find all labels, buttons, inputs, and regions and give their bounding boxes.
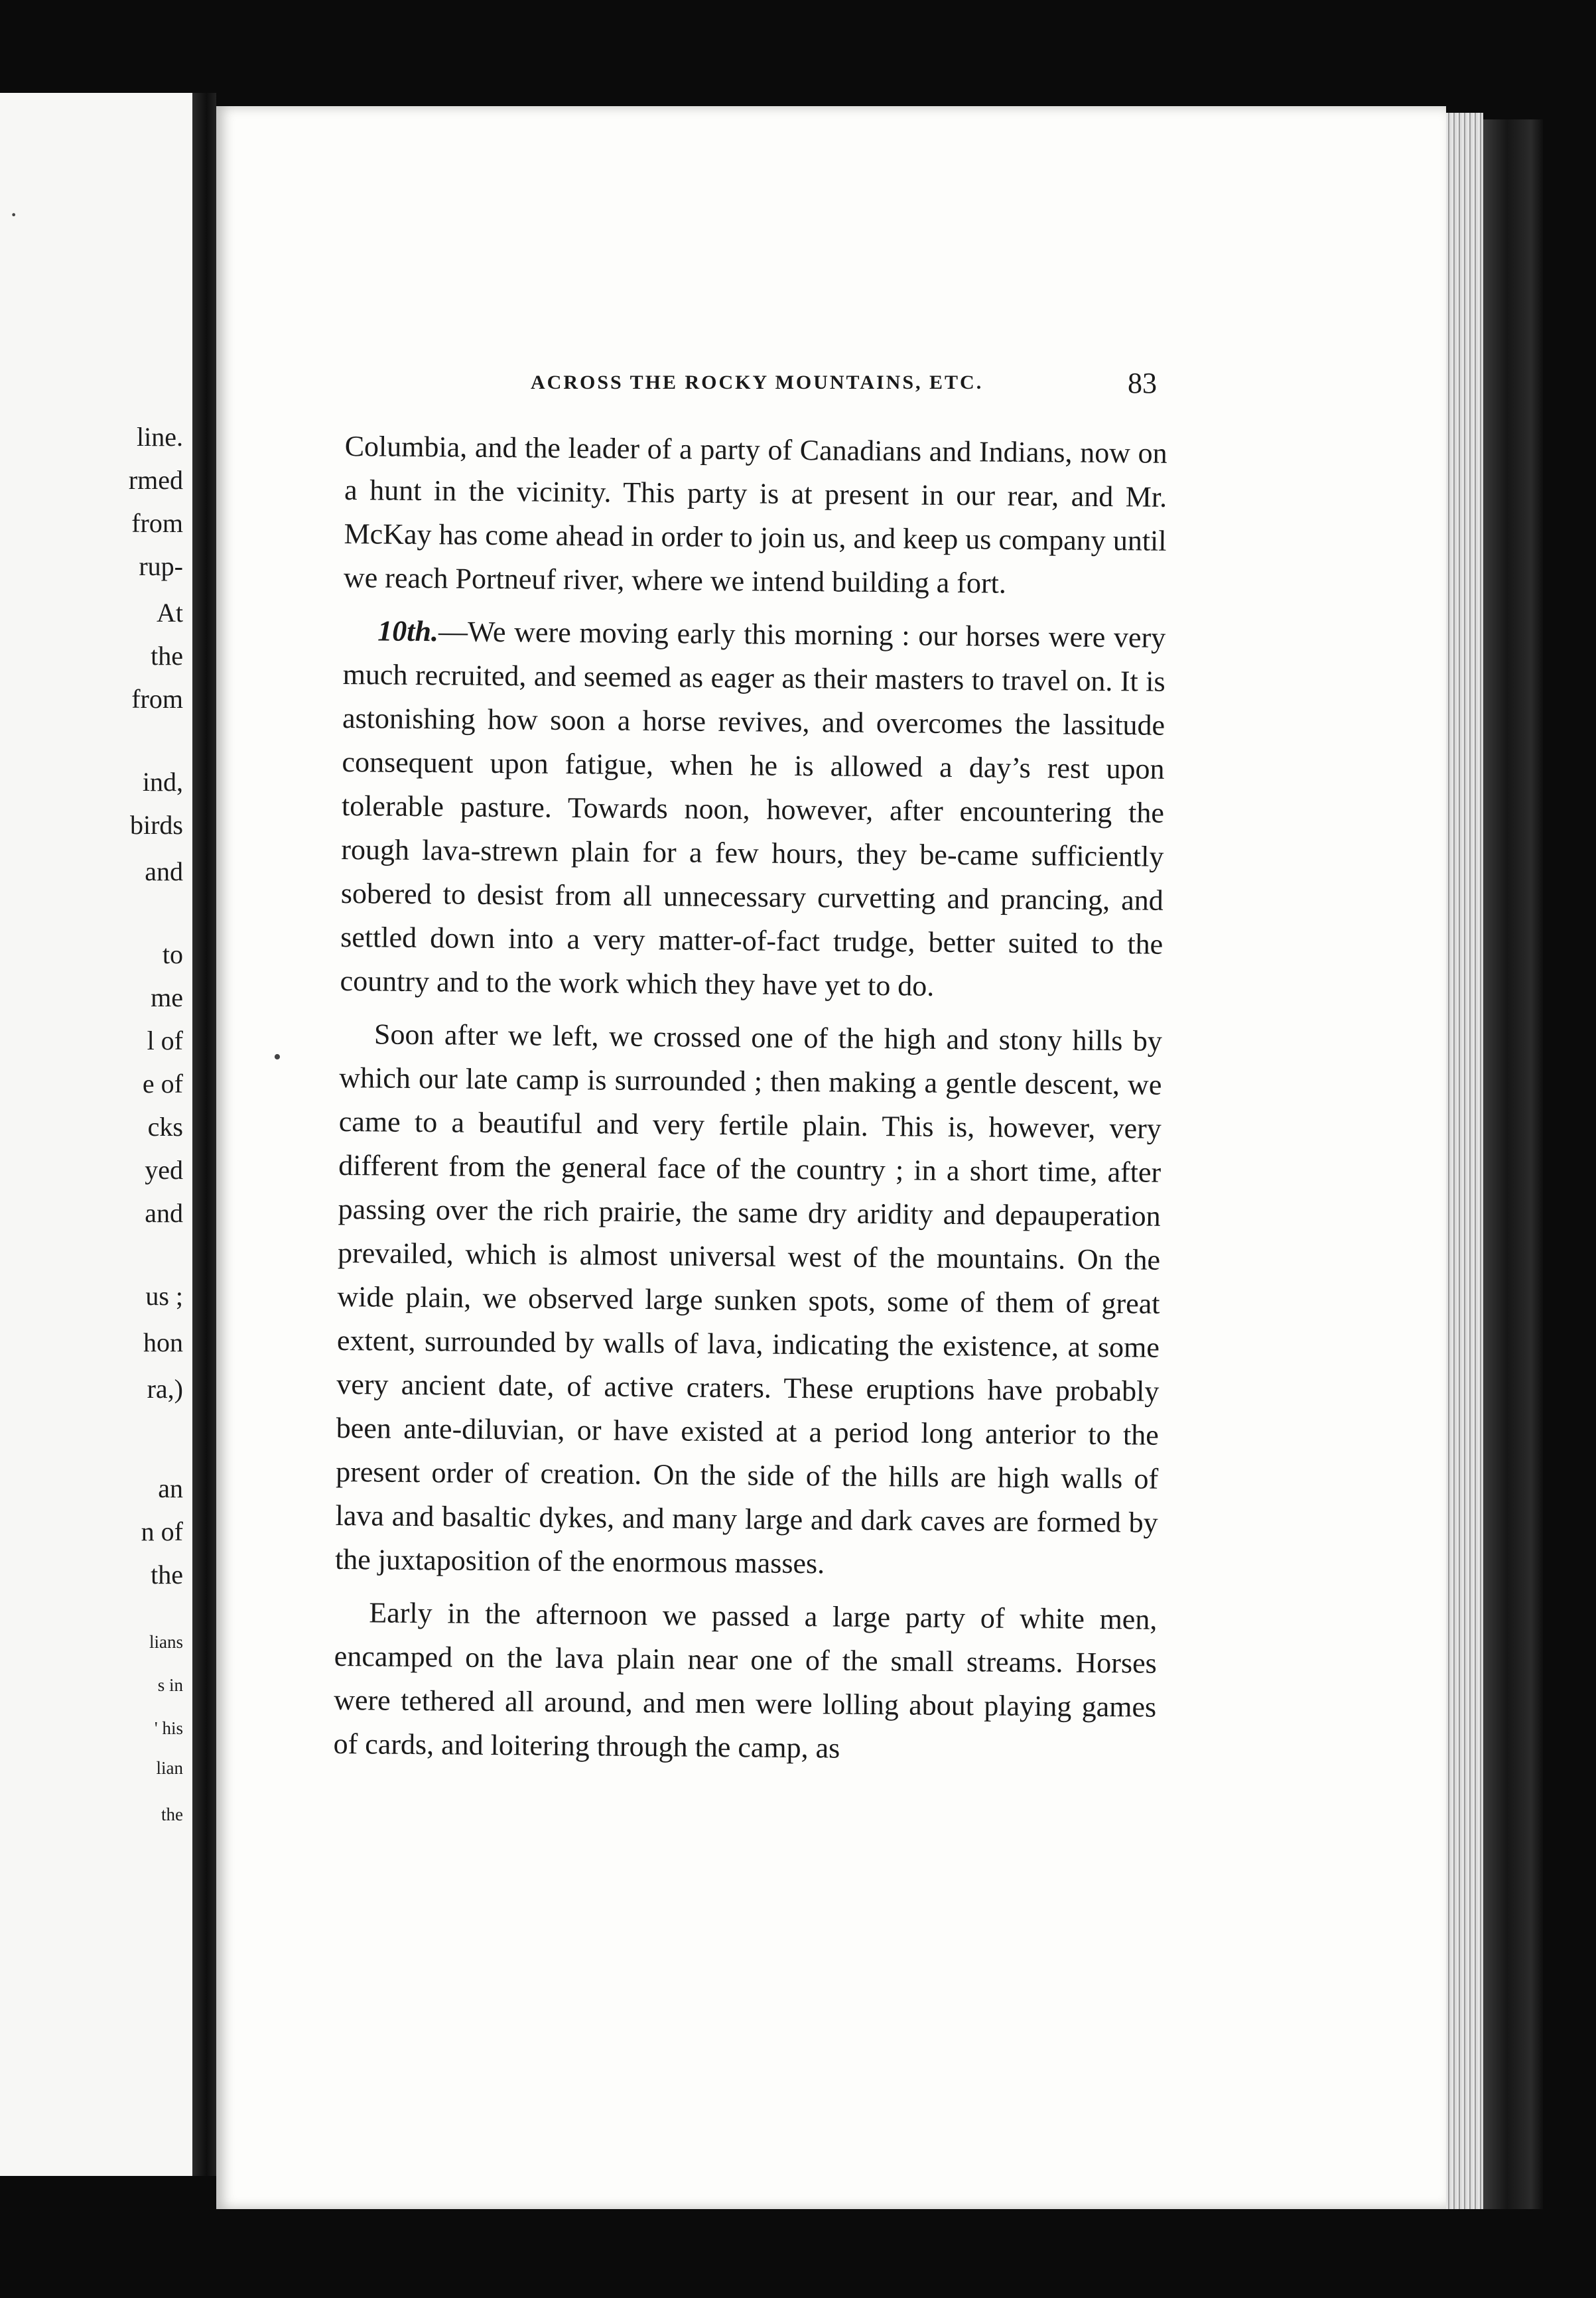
previous-page-line: cks: [147, 1112, 183, 1142]
paragraph: Soon after we left, we crossed one of the high and stony hills by which our late camp is surrounded ; then making a gentle descent, we came to a beautiful and very fertile plain. This is, however, very different from the general face of the country ; in a short time, after passing over the rich prairie, the same dry aridity and depauperation prevailed, which is almost universal west of the mountains. On the wide plain, we observed large sunken spots, some of them of great extent, surrounded by walls of lava, indicating the existence, at some very ancient date, of active craters. These eruptions have probably been ante-diluvian, or have existed at a period long anterior to the present order of creation. On the side of the hills are high walls of lava and basaltic dykes, and many large and dark caves are formed by the juxtaposition of the enormous masses.: [334, 1018, 1163, 1580]
previous-page-line: lian: [156, 1758, 183, 1778]
previous-page-line: e of: [142, 1069, 183, 1099]
previous-page-line: s in: [157, 1675, 183, 1695]
running-head: ACROSS THE ROCKY MOUNTAINS, ETC.: [531, 372, 984, 393]
previous-page-line: l of: [147, 1026, 183, 1055]
previous-page-line: At: [157, 598, 183, 628]
page-block-edges: [1446, 113, 1483, 2209]
body-text: [333, 425, 1167, 1783]
previous-page-line: ra,): [147, 1374, 183, 1404]
book-cover-edge: [1483, 119, 1543, 2209]
previous-page-line: and: [145, 856, 183, 886]
book-gutter: [192, 93, 216, 2176]
paragraph: Columbia, and the leader of a party of Canadians and Indians, now on a hunt in the vicinity. This party is at present in our rear, and Mr. McKay has come ahead in order to join us, and keep us company until we reach Portneuf river, where we intend building a fort.: [343, 429, 1167, 600]
previous-page-fragment: [0, 93, 199, 2176]
previous-page-line: ind,: [142, 767, 183, 797]
previous-page-line: rmed: [128, 465, 183, 495]
page-number: 83: [1128, 367, 1157, 399]
previous-page-line: hon: [143, 1327, 183, 1357]
date-heading: 10th.: [377, 614, 439, 648]
previous-page-line: from: [131, 684, 183, 714]
previous-page-line: to: [162, 939, 183, 969]
previous-page-line: lians: [149, 1632, 183, 1652]
previous-page-line: rup-: [139, 551, 183, 581]
previous-page-line: yed: [145, 1155, 183, 1185]
previous-page-line: ' his: [154, 1718, 183, 1738]
previous-page-line: n of: [141, 1517, 183, 1546]
paragraph-text: —We were moving early this morning : our horses were very much recruited, and seemed as eager as their masters to travel on. It is astonishing how soon a horse revives, and overcomes the lassitude consequent upon fatigue, when he is allowed a day’s rest upon tolerable pasture. Towards noon, however, after encountering the rough lava-strewn plain for a few hours, they be-came sufficiently sobered to desist from all unnecessary curvetting and prancing, and settled down into a very matter-of-fact trudge, better suited to the country and to the work which they have yet to do.: [340, 615, 1166, 1002]
previous-page-line: and: [145, 1198, 183, 1228]
scan-speck: •: [273, 1045, 281, 1069]
previous-page-line: the: [161, 1804, 183, 1824]
previous-page-line: us ;: [145, 1281, 183, 1311]
previous-page-line: an: [158, 1473, 183, 1503]
previous-page-line: the: [151, 1560, 183, 1589]
previous-page-line: from: [131, 508, 183, 538]
scan-speck: ·: [9, 200, 19, 230]
paragraph: Early in the afternoon we passed a large party of white men, encamped on the lava plain near one of the small streams. Horses were tethered all around, and men were lolling about playing games of cards, and loitering through the camp, as: [333, 1596, 1158, 1765]
previous-page-line: birds: [130, 810, 183, 840]
previous-page-line: me: [151, 982, 183, 1012]
previous-page-line: line.: [137, 422, 183, 452]
previous-page-line: the: [151, 641, 183, 671]
paragraph: [340, 609, 1165, 1010]
